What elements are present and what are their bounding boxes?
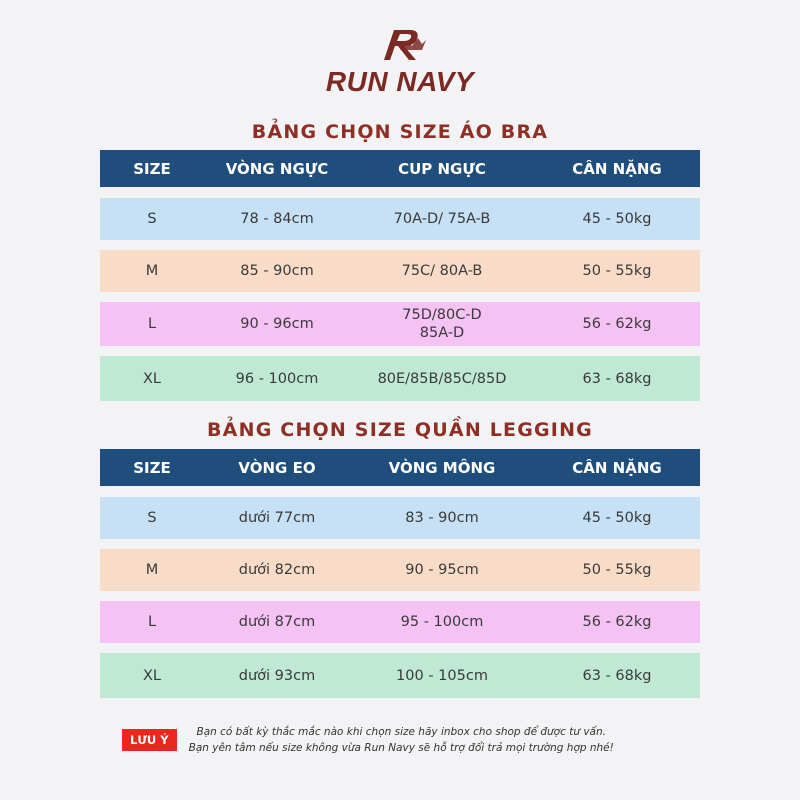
header-chest: VÒNG NGỰC: [225, 159, 329, 178]
table-row: [100, 653, 700, 698]
chest-cell: 78 - 84cm: [240, 211, 314, 227]
weight-cell: 56 - 62kg: [582, 316, 652, 332]
size-cell: S: [147, 211, 157, 227]
weight-cell: 45 - 50kg: [582, 211, 652, 227]
chest-cell: 90 - 96cm: [240, 316, 314, 332]
size-cell: L: [147, 316, 157, 332]
size-cell: XL: [142, 667, 161, 684]
table-row: [100, 250, 700, 292]
size-cell: XL: [142, 370, 161, 387]
hip-cell: 83 - 90cm: [405, 510, 479, 526]
table-row: [100, 549, 700, 591]
header-size: SIZE: [133, 159, 171, 178]
waist-cell: dưới 93cm: [238, 667, 316, 684]
note-line-1: Bạn có bất kỳ thắc mắc nào khi chọn size hãy inbox cho shop để được tư vấn.: [196, 726, 606, 738]
legging-table-title: BẢNG CHỌN SIZE QUẦN LEGGING: [207, 419, 593, 441]
bra-table-header: [100, 150, 700, 187]
cup-line: 75D/80C-D: [402, 307, 482, 323]
table-row: [100, 497, 700, 539]
legging-table-header: [100, 449, 700, 486]
table-row: [100, 356, 700, 401]
header-weight: CÂN NẶNG: [572, 159, 662, 178]
header-size: SIZE: [133, 458, 171, 477]
cup-line: 85A-D: [419, 325, 465, 341]
weight-cell: 63 - 68kg: [582, 667, 652, 684]
brand-name: RUN NAVY: [325, 66, 475, 97]
note-section: [122, 724, 722, 756]
size-cell: S: [147, 510, 157, 526]
brand-logo: [0, 24, 800, 98]
waist-cell: dưới 82cm: [238, 562, 316, 578]
header-weight: CÂN NẶNG: [572, 458, 662, 477]
note-badge: LƯU Ý: [122, 729, 177, 751]
weight-cell: 50 - 55kg: [582, 263, 652, 279]
runnavy-r-logo-icon: [370, 24, 430, 64]
bra-table-title: BẢNG CHỌN SIZE ÁO BRA: [251, 121, 549, 143]
size-cell: M: [145, 263, 159, 279]
weight-cell: 50 - 55kg: [582, 562, 652, 578]
cup-cell: 70A-D/ 75A-B: [393, 211, 491, 227]
legging-size-table: [100, 449, 700, 698]
table-row: [100, 302, 700, 346]
table-row: [100, 601, 700, 643]
cup-cell: 80E/85B/85C/85D: [377, 370, 507, 387]
weight-cell: 45 - 50kg: [582, 510, 652, 526]
cup-cell: 75C/ 80A-B: [401, 263, 483, 279]
weight-cell: 63 - 68kg: [582, 370, 652, 387]
hip-cell: 100 - 105cm: [396, 667, 488, 684]
waist-cell: dưới 77cm: [238, 510, 316, 526]
weight-cell: 56 - 62kg: [582, 614, 652, 630]
header-hip: VÒNG MÔNG: [388, 458, 496, 477]
hip-cell: 90 - 95cm: [405, 562, 479, 578]
chest-cell: 96 - 100cm: [235, 370, 319, 387]
header-cup: CUP NGỰC: [398, 159, 486, 178]
size-cell: L: [147, 614, 157, 630]
header-waist: VÒNG EO: [238, 458, 316, 477]
bra-size-table: [100, 150, 700, 401]
note-line-2: Bạn yên tâm nếu size không vừa Run Navy sẽ hỗ trợ đổi trả mọi trường hợp nhé!: [188, 742, 614, 754]
cup-cell: [350, 306, 534, 342]
chest-cell: 85 - 90cm: [240, 263, 314, 279]
note-text: [189, 724, 614, 756]
table-row: [100, 198, 700, 240]
hip-cell: 95 - 100cm: [400, 614, 484, 630]
waist-cell: dưới 87cm: [238, 614, 316, 630]
size-cell: M: [145, 562, 159, 578]
